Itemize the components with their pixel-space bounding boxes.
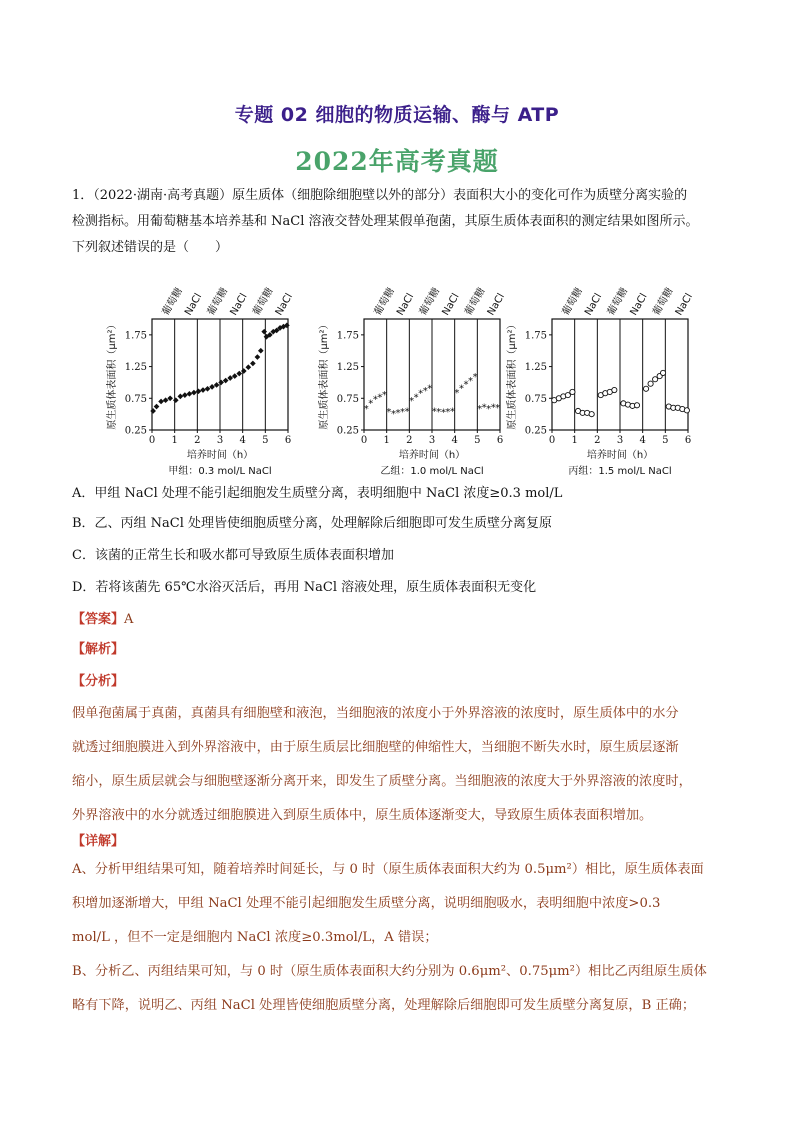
- data-point: [150, 408, 156, 414]
- treatment-label: 葡萄糖: [372, 286, 397, 318]
- xiangjie-text-line: A、分析甲组结果可知，随着培养时间延长，与 0 时（原生质体表面积大约为 0.5μm²）相比，原生质体表面: [72, 862, 704, 877]
- x-tick-label: 2: [194, 435, 201, 446]
- data-point: [634, 403, 639, 408]
- y-tick-label: 1.75: [124, 330, 147, 342]
- x-tick-label: 5: [474, 435, 481, 446]
- data-point: [612, 387, 617, 392]
- y-tick-label: 1.75: [336, 330, 359, 342]
- data-point: *: [404, 406, 410, 418]
- xiangjie-line: [72, 832, 732, 852]
- y-tick-label: 0.75: [124, 393, 147, 405]
- x-tick-label: 4: [639, 435, 646, 446]
- y-axis-label: 原生质体表面积（μm²）: [107, 319, 118, 430]
- data-point: [196, 388, 202, 394]
- analysis-tag: 【解析】: [72, 642, 125, 657]
- fenxi-text-line: 就透过细胞膜进入到外界溶液中，由于原生质层比细胞壁的伸缩性大，当细胞不断失水时，原生质层逐渐: [72, 740, 679, 755]
- y-tick-label: 0.25: [124, 425, 147, 437]
- chart-group-bing: [500, 282, 710, 477]
- xiangjie-text-line: 积增加逐渐增大，甲组 NaCl 处理不能引起细胞发生质壁分离，说明细胞吸水，表明细胞中浓度>0.3: [72, 896, 661, 911]
- data-point: *: [418, 388, 424, 400]
- data-point: *: [390, 408, 396, 420]
- option-b: B．乙、丙组 NaCl 处理皆使细胞质壁分离，处理解除后细胞即可发生质壁分离复原: [72, 516, 553, 531]
- chart-title: 乙组：1.0 mol/L NaCl: [380, 466, 484, 477]
- data-point: *: [477, 403, 483, 415]
- data-point: *: [431, 406, 437, 418]
- fenxi-paragraph: [72, 697, 734, 833]
- data-point: *: [377, 392, 383, 404]
- x-tick-label: 6: [284, 435, 292, 446]
- treatment-label: NaCl: [485, 291, 507, 318]
- x-tick-label: 3: [216, 435, 224, 446]
- x-tick-label: 2: [406, 435, 413, 446]
- x-tick-label: 1: [171, 435, 178, 446]
- chart-svg: [500, 282, 710, 477]
- data-point: [648, 381, 653, 386]
- x-tick-label: 0: [360, 435, 368, 446]
- x-tick-label: 1: [383, 435, 390, 446]
- treatment-label: 葡萄糖: [417, 286, 443, 318]
- x-axis-label: 培养时间（h）: [586, 450, 654, 461]
- y-tick-label: 0.25: [336, 425, 359, 437]
- xiangjie-text-line: B、分析乙、丙组结果可知，与 0 时（原生质体表面积大约分别为 0.6μm²、0.75μm²）相比乙丙组原生质体: [72, 964, 707, 979]
- data-point: *: [472, 372, 478, 384]
- data-point: *: [440, 407, 446, 419]
- y-axis-label: 原生质体表面积（μm²）: [507, 319, 518, 430]
- y-tick-label: 0.75: [336, 393, 359, 405]
- data-point: *: [458, 383, 464, 395]
- treatment-label: NaCl: [273, 291, 295, 318]
- data-point: [250, 361, 256, 367]
- page-subtitle: 2022年高考真题: [295, 147, 499, 176]
- x-tick-label: 5: [262, 435, 269, 446]
- treatment-label: 葡萄糖: [205, 286, 231, 318]
- chart-title: 甲组：0.3 mol/L NaCl: [168, 466, 272, 477]
- data-point: *: [381, 389, 387, 401]
- data-point: [261, 329, 267, 335]
- x-tick-label: 6: [684, 435, 692, 446]
- data-point: *: [449, 406, 455, 418]
- fenxi-text-line: 假单孢菌属于真菌，真菌具有细胞壁和液泡，当细胞液的浓度小于外界溶液的浓度时，原生质体中的水分: [72, 706, 679, 721]
- analysis-line: [72, 640, 732, 660]
- data-point: *: [395, 408, 401, 420]
- data-point: [255, 354, 261, 360]
- data-point: [158, 399, 164, 405]
- data-point: *: [463, 379, 469, 391]
- treatment-label: NaCl: [395, 291, 417, 318]
- x-tick-label: 3: [616, 435, 624, 446]
- y-tick-label: 1.25: [336, 362, 359, 374]
- treatment-label: 葡萄糖: [560, 286, 585, 318]
- treatment-label: 葡萄糖: [651, 286, 676, 318]
- data-point: *: [372, 394, 378, 406]
- data-point: [182, 392, 188, 398]
- data-point: [191, 390, 197, 396]
- data-point: *: [486, 403, 492, 415]
- question-line: 1．（2022·湖南·高考真题）原生质体（细胞除细胞壁以外的部分）表面积大小的变化可作为质壁分离实验的: [72, 188, 688, 203]
- data-point: [241, 368, 247, 374]
- data-point: *: [368, 398, 374, 410]
- data-point: [154, 404, 160, 410]
- treatment-label: NaCl: [583, 291, 605, 318]
- data-point: [173, 397, 179, 403]
- x-tick-label: 0: [548, 435, 556, 446]
- data-point: [660, 370, 665, 375]
- data-point: [200, 387, 206, 393]
- y-tick-label: 1.75: [524, 330, 547, 342]
- x-tick-label: 4: [239, 435, 246, 446]
- treatment-label: 葡萄糖: [463, 286, 488, 318]
- y-tick-label: 1.25: [124, 362, 147, 374]
- treatment-label: NaCl: [183, 291, 205, 318]
- option-a: A．甲组 NaCl 处理不能引起细胞发生质壁分离，表明细胞中 NaCl 浓度≥0.3 mol/L: [72, 486, 563, 501]
- data-point: *: [363, 403, 369, 415]
- treatment-label: NaCl: [228, 291, 250, 318]
- x-tick-label: 6: [496, 435, 504, 446]
- data-point: [570, 389, 575, 394]
- fenxi-text-line: 缩小，原生质层就会与细胞壁逐渐分离开来，即发生了质壁分离。当细胞液的浓度大于外界溶液的浓度时，: [72, 774, 692, 789]
- data-point: *: [386, 406, 392, 418]
- data-point: [236, 371, 242, 377]
- chart-svg: [312, 282, 522, 477]
- treatment-label: NaCl: [440, 291, 462, 318]
- fenxi-line: [72, 672, 732, 692]
- xiangjie-tag: 【详解】: [72, 834, 125, 849]
- y-tick-label: 0.25: [524, 425, 547, 437]
- y-tick-label: 0.75: [524, 393, 547, 405]
- treatment-label: NaCl: [628, 291, 650, 318]
- data-point: *: [436, 406, 442, 418]
- chart-title: 丙组：1.5 mol/L NaCl: [568, 466, 672, 477]
- x-tick-label: 4: [451, 435, 458, 446]
- page-title: 专题 02 细胞的物质运输、酶与 ATP: [234, 104, 560, 126]
- x-tick-label: 0: [148, 435, 156, 446]
- data-point: *: [495, 403, 501, 415]
- treatment-label: 葡萄糖: [160, 286, 185, 318]
- x-tick-label: 1: [571, 435, 578, 446]
- answer-tag: 【答案】: [72, 612, 125, 627]
- question-stem: [72, 183, 732, 261]
- data-point: *: [481, 402, 487, 414]
- fenxi-tag: 【分析】: [72, 674, 125, 689]
- data-point: *: [409, 396, 415, 408]
- data-point: [246, 364, 252, 370]
- data-point: *: [445, 406, 451, 418]
- data-point: [643, 386, 648, 391]
- treatment-label: 葡萄糖: [251, 286, 276, 318]
- option-d: D．若将该菌先 65℃水浴灭活后，再用 NaCl 溶液处理，原生质体表面积无变化: [72, 580, 537, 595]
- x-tick-label: 5: [662, 435, 669, 446]
- data-point: *: [413, 392, 419, 404]
- chart-svg: [100, 282, 310, 477]
- answer-line: [72, 610, 732, 630]
- xiangjie-paragraph: [72, 853, 734, 1023]
- option-c: C．该菌的正常生长和吸水都可导致原生质体表面积增加: [72, 548, 394, 563]
- x-tick-label: 2: [594, 435, 601, 446]
- data-point: *: [454, 387, 460, 399]
- x-axis-label: 培养时间（h）: [186, 450, 254, 461]
- data-point: [589, 412, 594, 417]
- data-point: *: [427, 383, 433, 395]
- data-point: *: [468, 375, 474, 387]
- data-point: *: [490, 402, 496, 414]
- xiangjie-text-line: 略有下降，说明乙、丙组 NaCl 处理皆使细胞质壁分离，处理解除后细胞即可发生质壁分离复原，B 正确；: [72, 998, 696, 1013]
- data-point: [178, 394, 184, 400]
- y-axis-label: 原生质体表面积（μm²）: [319, 319, 330, 430]
- data-point: [684, 408, 689, 413]
- question-line: 下列叙述错误的是（ ）: [72, 240, 229, 255]
- fenxi-text-line: 外界溶液中的水分就透过细胞膜进入到原生质体中，原生质体逐渐变大，导致原生质体表面积增加。: [72, 808, 653, 823]
- y-tick-label: 1.25: [524, 362, 547, 374]
- chart-group-yi: [312, 282, 522, 477]
- treatment-label: 葡萄糖: [605, 286, 631, 318]
- x-axis-label: 培养时间（h）: [398, 450, 466, 461]
- chart-group-jia: [100, 282, 310, 477]
- x-tick-label: 3: [428, 435, 436, 446]
- xiangjie-text-line: mol/L ，但不一定是细胞内 NaCl 浓度≥0.3mol/L，A 错误；: [72, 930, 438, 945]
- data-point: *: [422, 386, 428, 398]
- data-point: *: [400, 406, 406, 418]
- data-point: [258, 348, 264, 354]
- question-line: 检测指标。用葡萄糖基本培养基和 NaCl 溶液交替处理某假单孢菌，其原生质体表面积的测定结果如图所示。: [72, 214, 699, 229]
- answer-value: A: [124, 612, 134, 627]
- treatment-label: NaCl: [673, 291, 695, 318]
- data-point: [187, 391, 193, 397]
